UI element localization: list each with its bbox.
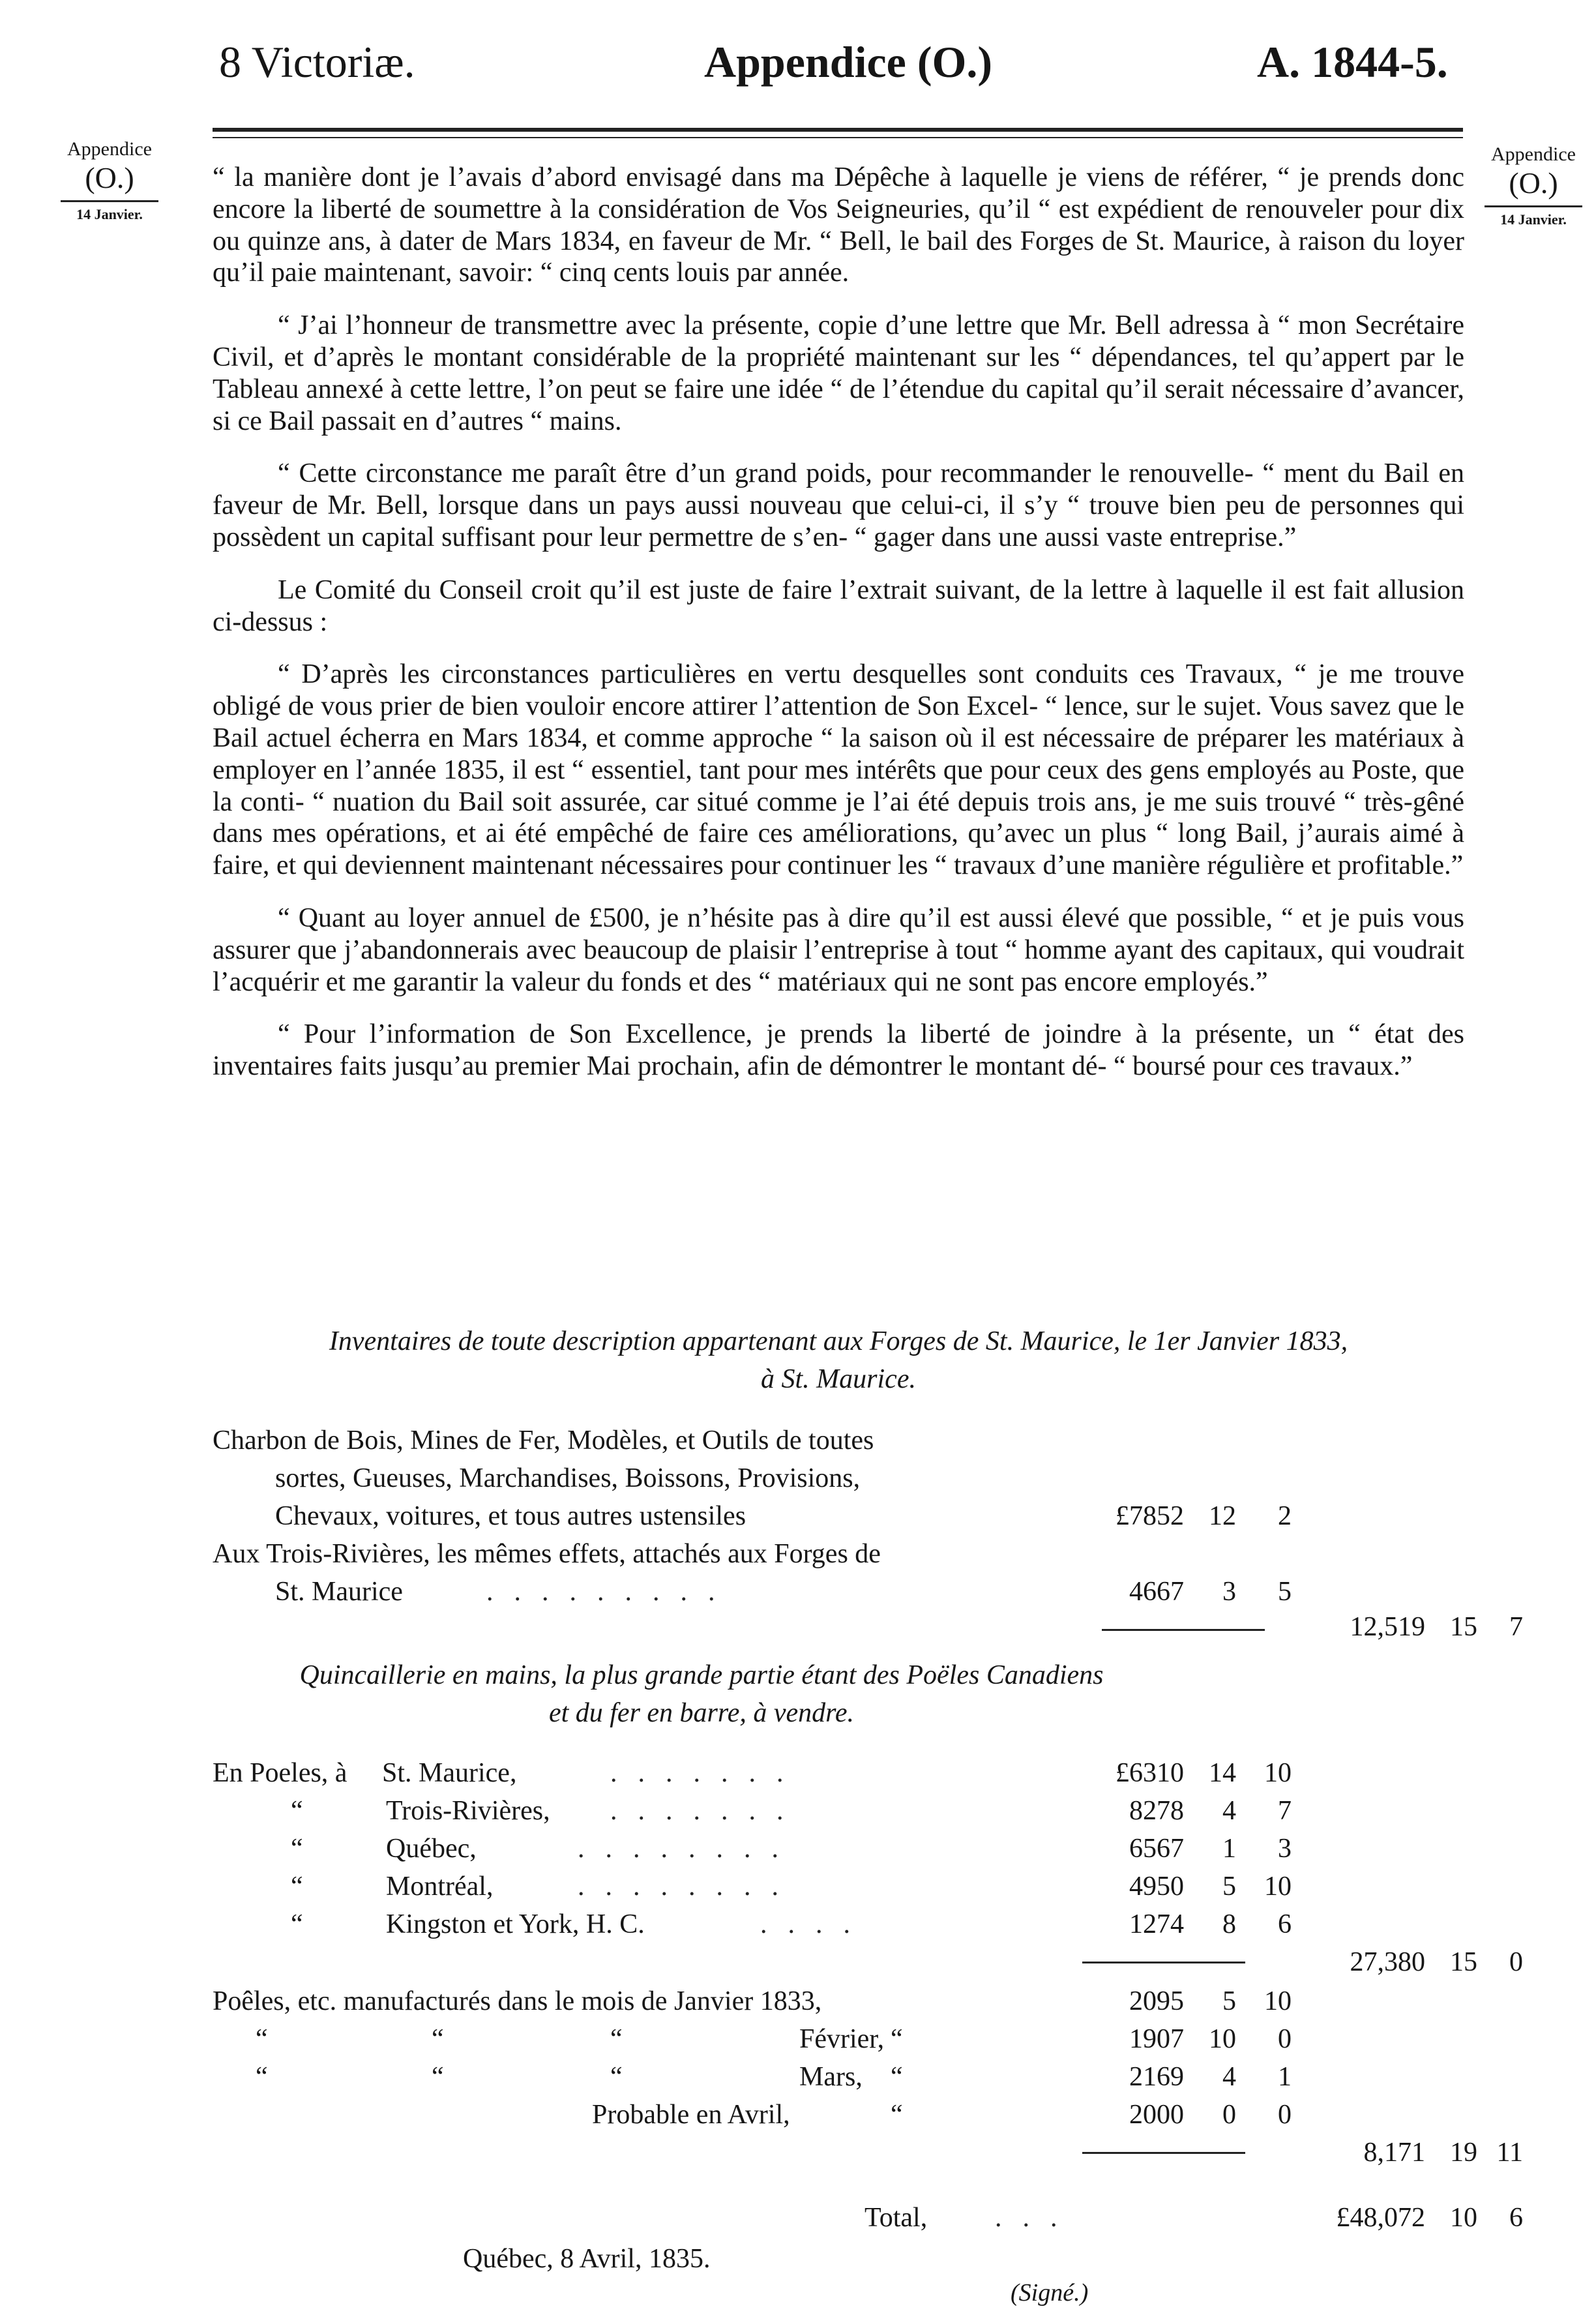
- amount-shillings: 10: [1209, 2024, 1236, 2054]
- inventory-row: [213, 1535, 1464, 1573]
- amount-pounds: 4950: [1129, 1872, 1184, 1902]
- amount-pounds: 2000: [1129, 2100, 1184, 2130]
- amount-pence: 0: [1278, 2100, 1292, 2130]
- leader-dots: ...: [995, 2203, 1078, 2233]
- manufactured-row: [213, 2058, 1464, 2096]
- total-pence: 0: [1509, 1947, 1523, 1977]
- margin-date: 14 Janvier.: [76, 206, 143, 223]
- header-center: Appendice (O.): [704, 37, 992, 87]
- row-label: Charbon de Bois, Mines de Fer, Modèles, et Outils de toutes: [213, 1425, 874, 1455]
- margin-letter: (O.): [1509, 166, 1558, 200]
- row-month: Mars,: [799, 2062, 863, 2092]
- row-month: Février,: [799, 2024, 885, 2054]
- total-pence: 6: [1509, 2203, 1523, 2233]
- caption-line: à St. Maurice.: [761, 1364, 916, 1394]
- caption-line: et du fer en barre, à vendre.: [548, 1698, 855, 1728]
- manufactured-row: [213, 2096, 1464, 2134]
- amount-shillings: 5: [1222, 1872, 1236, 1902]
- amount-pounds: 2095: [1129, 1986, 1184, 2016]
- paragraph: “ la manière dont je l’avais d’abord envisagé dans ma Dépêche à laquelle je viens de référer, “ je prends donc encore la liberté de soumettre à la considération de Vos Seigneuries, qu’il “ est expédient de renouveler pour dix ou quinze ans, à dater de Mars 1834, en faveur de Mr. “ Bell, le bail des Forges de St. Maurice, à raison du loyer qu’il paie maintenant, savoir: “ cinq cents louis par année.: [213, 162, 1464, 288]
- ditto-mark: “: [256, 2062, 268, 2092]
- leader-dots: ........: [578, 1834, 799, 1864]
- leader-dots: ........: [578, 1872, 799, 1902]
- leader-dots: .........: [486, 1577, 736, 1607]
- amount-pounds: 1907: [1129, 2024, 1184, 2054]
- hardware-row: [213, 1905, 1464, 1943]
- hardware-row: [213, 1754, 1464, 1792]
- ditto-mark: “: [610, 2062, 623, 2092]
- grand-total-row: [213, 2199, 1523, 2237]
- amount-shillings: 3: [1222, 1577, 1236, 1607]
- leader-dots: .......: [610, 1758, 805, 1788]
- ditto-mark: “: [610, 2024, 623, 2054]
- row-prefix: En Poeles, à: [213, 1758, 347, 1788]
- row-label: Probable en Avril,: [592, 2100, 790, 2130]
- paragraph: Le Comité du Conseil croit qu’il est juste de faire l’extrait suivant, de la lettre à laquelle il est fait allusion ci-dessus :: [213, 575, 1464, 637]
- inventory-row: [213, 1459, 1464, 1497]
- margin-label: Appendice: [1491, 143, 1576, 165]
- amount-pounds: £6310: [1116, 1758, 1184, 1788]
- amount-pence: 10: [1264, 1872, 1292, 1902]
- caption-line: Quincaillerie en mains, la plus grande partie étant des Poëles Canadiens: [299, 1660, 1104, 1690]
- amount-pence: 0: [1278, 2024, 1292, 2054]
- row-place: St. Maurice,: [382, 1758, 517, 1788]
- hardware-row: [213, 1868, 1464, 1905]
- amount-pounds: 1274: [1129, 1909, 1184, 1939]
- inventory-total-row: [213, 1608, 1523, 1646]
- row-label: St. Maurice: [275, 1577, 403, 1607]
- margin-letter: (O.): [85, 160, 134, 194]
- row-label: Chevaux, voitures, et tous autres ustensiles: [275, 1501, 746, 1531]
- amount-pence: 6: [1278, 1909, 1292, 1939]
- amount-pence: 3: [1278, 1834, 1292, 1864]
- ditto-mark: “: [891, 2062, 903, 2092]
- margin-divider: [61, 200, 158, 202]
- amount-pounds: 2169: [1129, 2062, 1184, 2092]
- hardware-caption: [213, 1656, 1190, 1732]
- ditto-mark: “: [291, 1872, 303, 1902]
- paragraph: “ J’ai l’honneur de transmettre avec la présente, copie d’une lettre que Mr. Bell adressa à “ mon Secrétaire Civil, et d’après le montant considérable de la propriété maintenant sur les “ dépendances, tel qu’appert par le Tableau annexé à cette lettre, l’on peut se faire une idée “ de l’étendue du capital qu’il serait nécessaire d’avancer, si ce Bail passait en d’autres “ mains.: [213, 310, 1464, 436]
- total-shillings: 19: [1450, 2138, 1477, 2168]
- amount-pence: 7: [1278, 1796, 1292, 1826]
- paragraph: “ D’après les circonstances particulières en vertu desquelles sont conduits ces Travaux, “ je me trouve obligé de vous prier de bien vouloir encore attirer l’attention de Son Excel- “ lence, sur le sujet. Vous savez que le Bail actuel écherra en Mars 1834, et comme approche “ la saison où il est nécessaire de préparer les matériaux à employer en l’année 1835, il est “ essentiel, tant pour mes intérêts que pour ceux des gens employés au Poste, que la conti- “ nuation du Bail soit assurée, car situé comme je l’ai été depuis trois ans, je me suis trouvé “ très-gêné dans mes opérations, et ai été empêché de faire ces améliorations, qu’avec un plus “ long Bail, j’aurais aimé à faire, et qui deviennent maintenant nécessaires pour continuer les “ travaux d’une manière régulière et profitable.”: [213, 659, 1464, 881]
- ditto-mark: “: [256, 2024, 268, 2054]
- ditto-mark: “: [891, 2100, 903, 2130]
- total-pounds: 27,380: [1350, 1947, 1425, 1977]
- inventory-row: [213, 1497, 1464, 1535]
- place-date: Québec, 8 Avril, 1835.: [463, 2244, 711, 2274]
- margin-label: Appendice: [67, 138, 152, 160]
- amount-shillings: 4: [1222, 2062, 1236, 2092]
- amount-pounds: 8278: [1129, 1796, 1184, 1826]
- ditto-mark: “: [432, 2062, 444, 2092]
- hardware-row: [213, 1792, 1464, 1830]
- amount-pence: 5: [1278, 1577, 1292, 1607]
- amount-shillings: 8: [1222, 1909, 1236, 1939]
- manufactured-row: [213, 1982, 1464, 2020]
- row-label: sortes, Gueuses, Marchandises, Boissons, Provisions,: [275, 1463, 861, 1493]
- total-pounds: 8,171: [1363, 2138, 1425, 2168]
- inventory-row: [213, 1422, 1464, 1459]
- row-place: Québec,: [386, 1834, 477, 1864]
- paragraph: “ Cette circonstance me paraît être d’un grand poids, pour recommander le renouvelle- “ ment du Bail en faveur de Mr. Bell, lorsque dans un pays aussi nouveau que celui-ci, il s’y “ trouve bien peu de personnes qui possèdent un capital suffisant pour leur permettre de s’en- “ gager dans une aussi vaste entreprise.”: [213, 458, 1464, 552]
- header-right: A. 1844-5.: [1257, 37, 1448, 87]
- amount-shillings: 1: [1222, 1834, 1236, 1864]
- hardware-row: [213, 1830, 1464, 1868]
- ditto-mark: “: [291, 1796, 303, 1826]
- amount-shillings: 5: [1222, 1986, 1236, 2016]
- hardware-total-row: [213, 1943, 1523, 1981]
- inventory-row: [213, 1573, 1464, 1611]
- amount-pence: 1: [1278, 2062, 1292, 2092]
- total-pence: 7: [1509, 1612, 1523, 1642]
- grand-total-label: Total,: [864, 2203, 928, 2233]
- total-pounds: 12,519: [1350, 1612, 1425, 1642]
- row-place: Kingston et York, H. C.: [386, 1909, 645, 1939]
- inventory-caption: [213, 1322, 1464, 1398]
- row-label: Aux Trois-Rivières, les mêmes effets, attachés aux Forges de: [213, 1539, 881, 1569]
- body-text: [213, 162, 1464, 1082]
- amount-pence: 10: [1264, 1986, 1292, 2016]
- signed-label: (Signé.): [1011, 2279, 1089, 2306]
- amount-pounds: 4667: [1129, 1577, 1184, 1607]
- amount-pounds: 6567: [1129, 1834, 1184, 1864]
- header-rule-thin: [213, 137, 1463, 138]
- leader-dots: ....: [760, 1909, 871, 1939]
- total-shillings: 10: [1450, 2203, 1477, 2233]
- total-shillings: 15: [1450, 1612, 1477, 1642]
- margin-note-right: [1475, 143, 1592, 228]
- margin-divider: [1485, 205, 1582, 207]
- leader-dots: .......: [610, 1796, 805, 1826]
- amount-shillings: 14: [1209, 1758, 1236, 1788]
- row-place: Montréal,: [386, 1872, 494, 1902]
- total-shillings: 15: [1450, 1947, 1477, 1977]
- total-pence: 11: [1496, 2138, 1523, 2168]
- manufactured-row: [213, 2020, 1464, 2058]
- amount-pounds: £7852: [1116, 1501, 1184, 1531]
- paragraph: “ Pour l’information de Son Excellence, je prends la liberté de joindre à la présente, un “ état des inventaires faits jusqu’au premier Mai prochain, afin de démontrer le montant dé- “ boursé pour ces travaux.”: [213, 1019, 1464, 1082]
- ditto-mark: “: [432, 2024, 444, 2054]
- ditto-mark: “: [291, 1909, 303, 1939]
- header-left: 8 Victoriæ.: [219, 37, 415, 87]
- paragraph: “ Quant au loyer annuel de £500, je n’hésite pas à dire qu’il est aussi élevé que possible, “ et je puis vous assurer que j’abandonnerais avec beaucoup de plaisir l’entreprise à tout “ homme ayant des capitaux, qui voudrait l’acquérir et me garantir la valeur du fonds et des “ matériaux qui ne sont pas encore employés.”: [213, 903, 1464, 997]
- ditto-mark: “: [891, 2024, 903, 2054]
- amount-pence: 10: [1264, 1758, 1292, 1788]
- amount-shillings: 4: [1222, 1796, 1236, 1826]
- row-label: Poêles, etc. manufacturés dans le mois de Janvier 1833,: [213, 1986, 822, 2016]
- total-pounds: £48,072: [1336, 2203, 1425, 2233]
- ditto-mark: “: [291, 1834, 303, 1864]
- amount-pence: 2: [1278, 1501, 1292, 1531]
- manufactured-total-row: [213, 2134, 1523, 2171]
- row-place: Trois-Rivières,: [386, 1796, 550, 1826]
- header-rule-thick: [213, 128, 1463, 132]
- margin-date: 14 Janvier.: [1500, 211, 1567, 228]
- amount-shillings: 0: [1222, 2100, 1236, 2130]
- caption-line: Inventaires de toute description appartenant aux Forges de St. Maurice, le 1er Janvier 1833,: [329, 1326, 1348, 1356]
- margin-note-left: [51, 138, 168, 223]
- amount-shillings: 12: [1209, 1501, 1236, 1531]
